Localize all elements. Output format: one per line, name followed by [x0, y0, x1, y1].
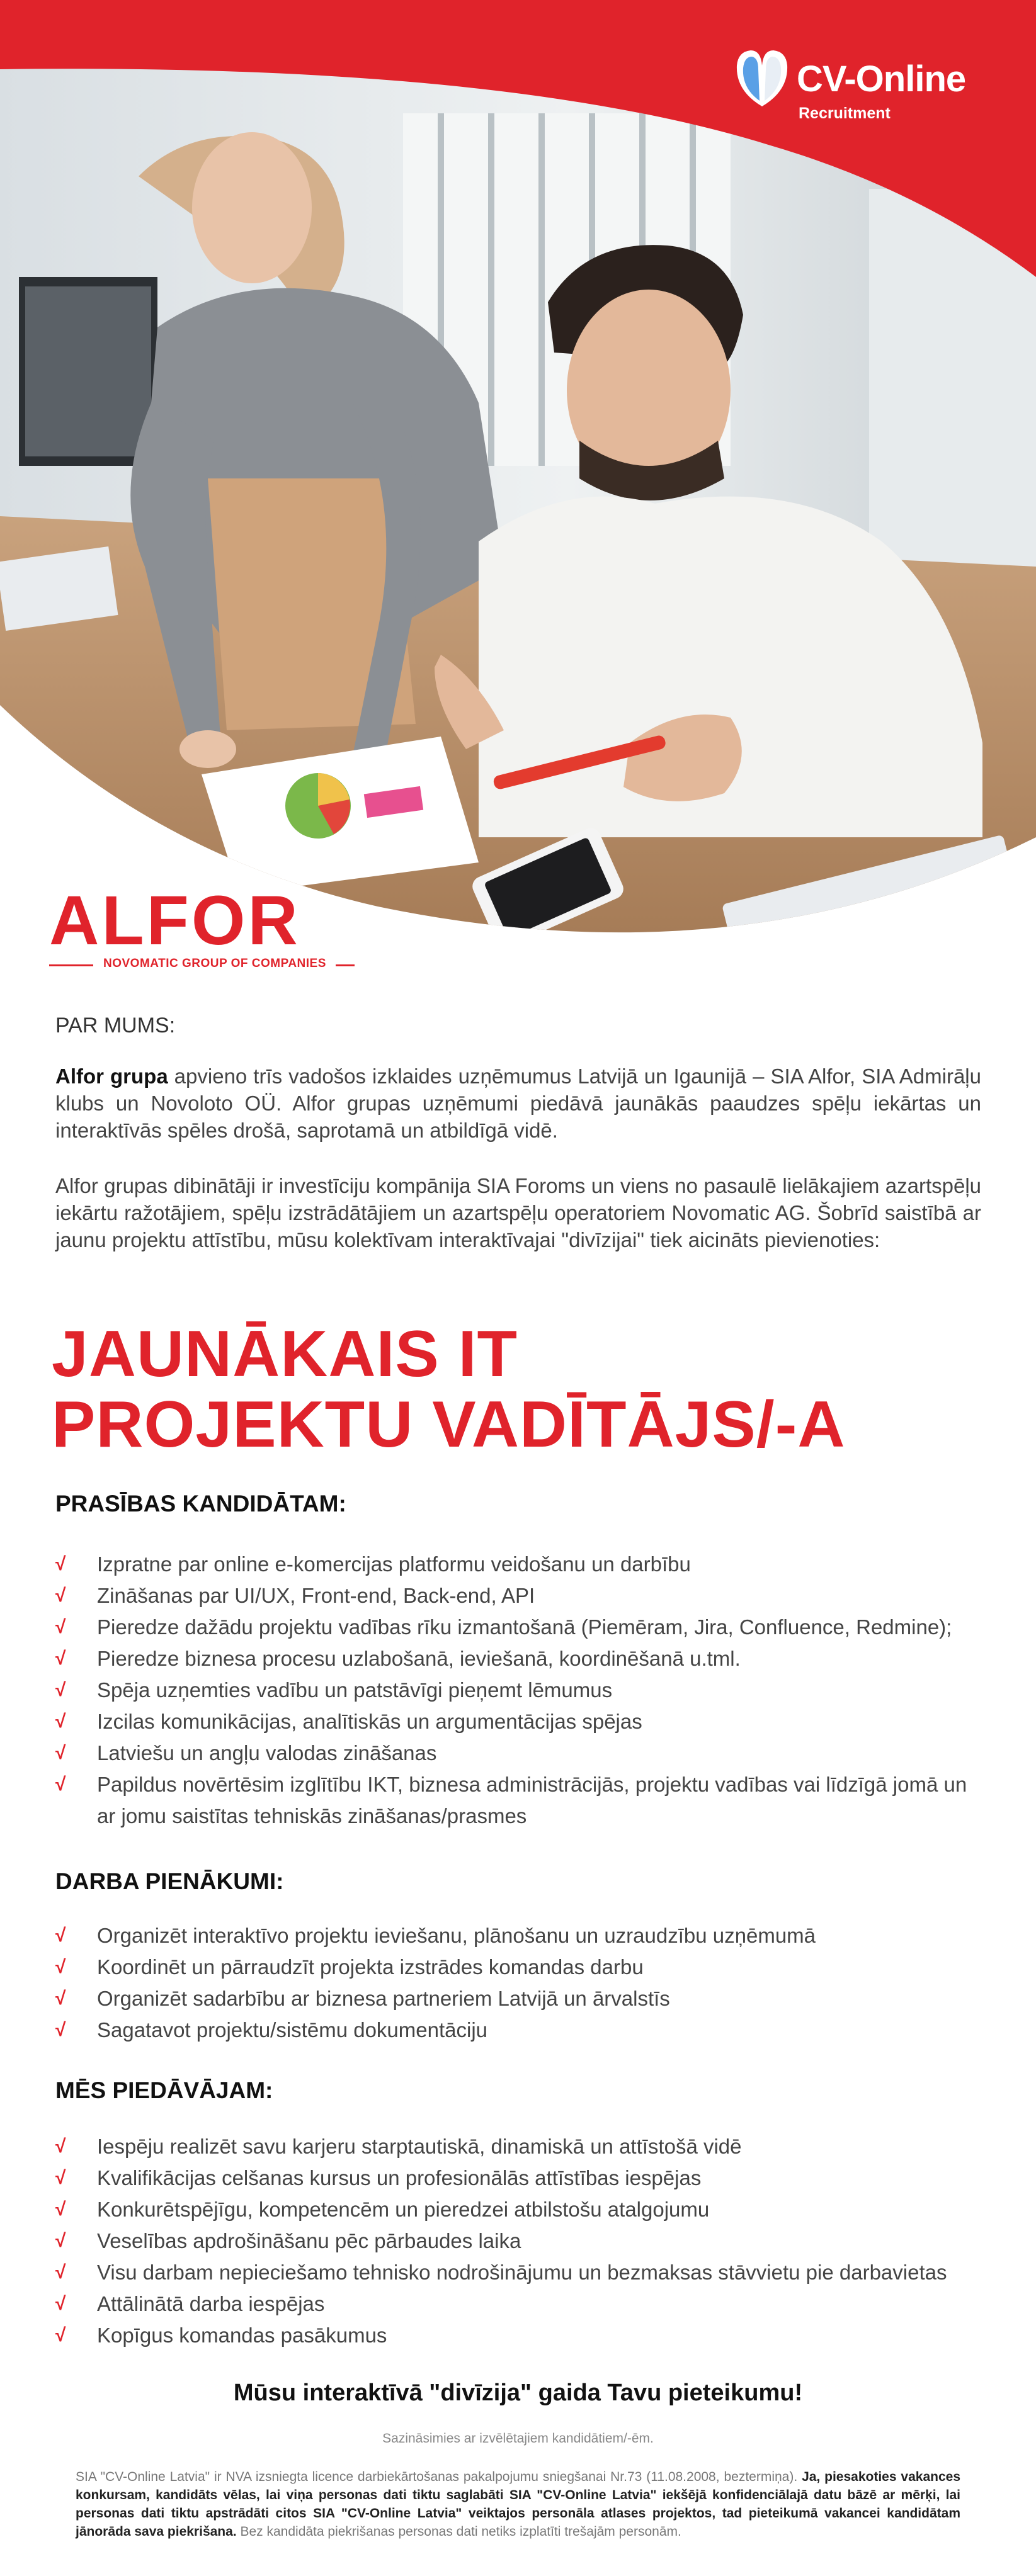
contact-note: Sazināsimies ar izvēlētajiem kandidātiem/-ēm.	[382, 2431, 654, 2446]
cv-online-logo	[731, 44, 995, 132]
list-item: √ Izpratne par online e-komercijas platformu veidošanu un darbību	[55, 1549, 988, 1580]
list-item: √ Latviešu un angļu valodas zināšanas	[55, 1737, 988, 1769]
cv-online-name: CV-Online	[797, 59, 966, 99]
check-icon: √	[55, 1711, 66, 1732]
list-item: √ Pieredze dažādu projektu vadības rīku izmantošanā (Piemēram, Jira, Confluence, Redmine);	[55, 1612, 988, 1643]
about-company-name: Alfor grupa	[55, 1065, 168, 1088]
list-item: √ Kopīgus komandas pasākumus	[55, 2320, 988, 2351]
check-icon: √	[55, 1957, 66, 1977]
list-item: √ Kvalifikācijas celšanas kursus un profesionālās attīstības iespējas	[55, 2162, 988, 2194]
legal-third-party-text: Bez kandidāta piekrišanas personas dati netiks izplatīti trešajām personām.	[236, 2524, 681, 2539]
list-item: √ Visu darbam nepieciešamo tehnisko nodrošinājumu un bezmaksas stāvvietu pie darbavietas	[55, 2257, 988, 2288]
list-item: √ Izcilas komunikācijas, analītiskās un argumentācijas spējas	[55, 1706, 988, 1737]
job-title-line-2: PROJEKTU VADĪTĀJS/-A	[52, 1388, 846, 1461]
list-item: √ Konkurētspējīgu, kompetencēm un pieredzei atbilstošu atalgojumu	[55, 2194, 988, 2225]
legal-license-text: SIA "CV-Online Latvia" ir NVA izsniegta licence darbiekārtošanas pakalpojumu sniegšanai Nr.73 (11.08.2008, beztermiņa).	[76, 2470, 802, 2484]
check-icon: √	[55, 2293, 66, 2314]
list-item: √ Koordinēt un pārraudzīt projekta izstrādes komandas darbu	[55, 1952, 988, 1983]
check-icon: √	[55, 1680, 66, 1700]
check-icon: √	[55, 1617, 66, 1637]
check-icon: √	[55, 1554, 66, 1574]
check-icon: √	[55, 1774, 66, 1795]
about-label: PAR MUMS:	[55, 1014, 176, 1037]
duties-heading: DARBA PIENĀKUMI:	[55, 1868, 284, 1894]
alfor-tagline: NOVOMATIC GROUP OF COMPANIES	[103, 957, 326, 970]
list-item: √ Zināšanas par UI/UX, Front-end, Back-end, API	[55, 1580, 988, 1612]
alfor-rule-right	[336, 964, 355, 966]
list-item: √ Veselības apdrošināšanu pēc pārbaudes laika	[55, 2225, 988, 2257]
list-item: √ Papildus novērtēsim izglītību IKT, biznesa administrācijās, projektu vadības vai līdzīgā jomā un ar jomu saistītas tehniskās zināšanas/prasmes	[55, 1769, 988, 1832]
cv-online-subtitle: Recruitment	[799, 105, 891, 122]
check-icon: √	[55, 2262, 66, 2283]
requirements-list	[55, 1549, 988, 1832]
list-item: √ Sagatavot projektu/sistēmu dokumentāciju	[55, 2014, 988, 2046]
requirements-heading: PRASĪBAS KANDIDĀTAM:	[55, 1491, 346, 1517]
alfor-rule-left	[49, 964, 93, 966]
check-icon: √	[55, 1585, 66, 1606]
call-to-action: Mūsu interaktīvā "divīzija" gaida Tavu pieteikumu!	[233, 2380, 803, 2406]
legal-consent-text: Ja, piesakoties vakances konkursam, kandidāts vēlas, lai viņa personas dati tiktu saglabāti SIA "CV-Online Latvia" iekšējā konfidenciālajā datu bāzē ar mērķi, lai personas dati tiktu apstrādāti citos SIA "CV-Online Latvia" veiktajos personāla atlases projektos, tad pieteikumā vakancei kandidātam jānorāda sava piekrišana.	[76, 2470, 960, 2539]
list-item: √ Attālinātā darba iespējas	[55, 2288, 988, 2320]
offer-list	[55, 2131, 988, 2351]
check-icon: √	[55, 1925, 66, 1946]
list-item: √ Organizēt interaktīvo projektu ieviešanu, plānošanu un uzraudzību uzņēmumā	[55, 1920, 988, 1952]
check-icon: √	[55, 2325, 66, 2346]
about-paragraph-1	[55, 1063, 981, 1144]
check-icon: √	[55, 2199, 66, 2220]
alfor-logo	[49, 882, 345, 981]
job-title-line-1: JAUNĀKAIS IT	[52, 1318, 518, 1391]
check-icon: √	[55, 1743, 66, 1763]
legal-disclaimer	[76, 2468, 960, 2541]
list-item: √ Organizēt sadarbību ar biznesa partneriem Latvijā un ārvalstīs	[55, 1983, 988, 2014]
list-item: √ Spēja uzņemties vadību un patstāvīgi pieņemt lēmumus	[55, 1675, 988, 1706]
duties-list	[55, 1920, 988, 2046]
list-item: √ Iespēju realizēt savu karjeru starptautiskā, dinamiskā un attīstošā vidē	[55, 2131, 988, 2162]
list-item: √ Pieredze biznesa procesu uzlabošanā, ieviešanā, koordinēšanā u.tml.	[55, 1643, 988, 1675]
check-icon: √	[55, 2020, 66, 2040]
offer-heading: MĒS PIEDĀVĀJAM:	[55, 2077, 273, 2103]
hero-photo	[0, 0, 1036, 957]
about-paragraph-2: Alfor grupas dibinātāji ir investīciju kompānija SIA Foroms un viens no pasaulē lielākajiem azartspēļu iekārtu ražotājiem, spēļu izstrādātājiem un azartspēļu operatoriem Novomatic AG. Šobrīd saistībā ar jaunu projektu attīstību, mūsu kolektīvam interaktīvajai "divīzijai" tiek aicināts pievienoties:	[55, 1174, 981, 1251]
check-icon: √	[55, 1648, 66, 1669]
cv-online-leaf-icon	[731, 47, 794, 110]
about-paragraph-1-text: apvieno trīs vadošos izklaides uzņēmumus Latvijā un Igaunijā – SIA Alfor, SIA Admirāļu klubs un Novoloto OÜ. Alfor grupas uzņēmumi piedāvā jaunākās paaudzes spēļu iekārtas un interaktīvās spēles drošā, saprotamā un atbildīgā vidē.	[55, 1065, 981, 1142]
check-icon: √	[55, 2230, 66, 2251]
office-photo-illustration	[0, 0, 1036, 957]
check-icon: √	[55, 2136, 66, 2157]
check-icon: √	[55, 1988, 66, 2009]
job-title	[52, 1319, 845, 1460]
check-icon: √	[55, 2167, 66, 2188]
alfor-wordmark: ALFOR	[49, 882, 300, 959]
